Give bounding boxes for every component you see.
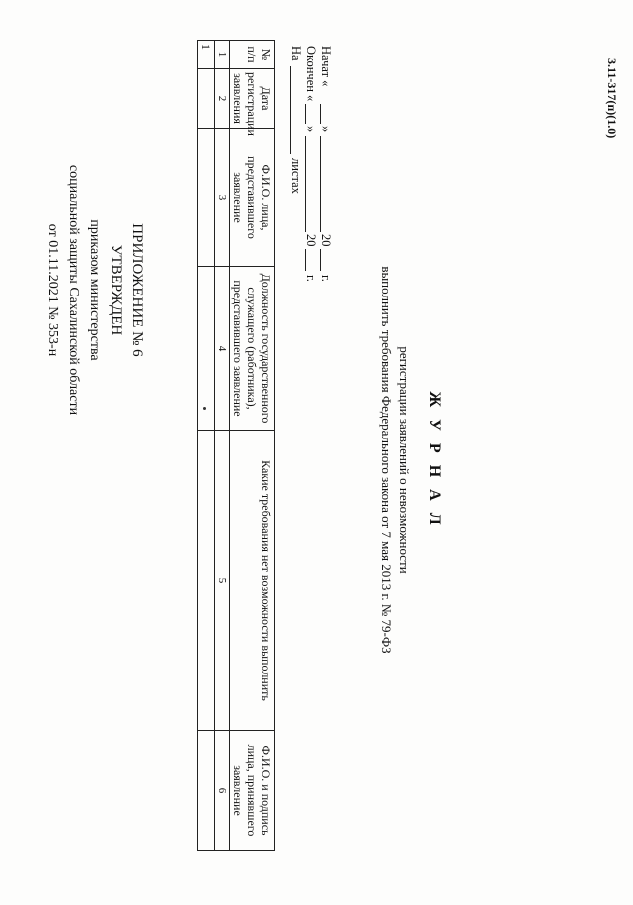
col-number-index: 1 [215,41,230,69]
ended-year: 20 [304,234,318,247]
sheets-line [290,66,303,154]
ended-quote: » [304,126,318,133]
col-requirements-header: Какие требования нет возможности выполнить [230,431,275,731]
journal-subtitle-1: регистрации заявлений о невозможности [397,346,412,574]
ended-day-line [305,104,318,124]
col-receiver-header: Ф.И.О. и подпись лица, принявшего заявление [230,731,275,851]
table-number-row [215,41,230,851]
journal-heading: Ж У Р Н А Л [426,391,443,529]
started-day-line [320,104,333,124]
sheets-row [288,46,303,296]
col-applicant-header: Ф.И.О. лица, представившего заявление [230,129,275,267]
appendix-label: ПРИЛОЖЕНИЕ № 6 [129,223,145,357]
row-1-receiver [198,731,215,851]
sheets-suffix: листах [289,158,303,194]
ended-row [303,46,318,296]
started-label: Начат « [319,46,333,87]
col-number-header: № п/п [230,41,275,69]
col-position-index: 4 [215,267,230,431]
started-year: 20 [319,234,333,247]
table-row [198,41,215,851]
started-quote: » [319,126,333,133]
table-header-row [230,41,275,851]
col-position-header: Должность государственного служащего (работника), представившего заявление [230,267,275,431]
started-row [318,46,333,296]
row-1-date [198,69,215,129]
col-date-index: 2 [215,69,230,129]
journal-title-block [377,240,443,680]
started-month-line [320,136,333,232]
ended-month-line [305,136,318,232]
col-receiver-index: 6 [215,731,230,851]
ended-suffix: г. [304,275,318,282]
approval-line-2: социальной защиты Сахалинской области [66,164,81,416]
col-requirements-index: 5 [215,431,230,731]
sheets-label: На [289,46,303,61]
row-1-position [198,267,215,431]
approved-label: УТВЕРЖДЕН [108,244,124,336]
col-date-header: Дата регистрации заявления [230,69,275,129]
ended-year-line [305,249,318,271]
row-1-applicant [198,129,215,267]
row-1-number: 1 [198,41,215,69]
started-year-line [320,249,333,271]
approval-line-3: от 01.11.2021 № 353-н [45,223,60,357]
started-suffix: г. [319,275,333,282]
form-code: 3.11-317(п)(1.0) [605,58,619,139]
ended-label: Окончен « [304,46,318,102]
col-applicant-index: 3 [215,129,230,267]
journal-subtitle-2: выполнить требования Федерального закона от 7 мая 2013 г. № 79-ФЗ [379,266,394,654]
dates-block [288,46,333,296]
approval-block [42,140,147,440]
approval-line-1: приказом министерства [87,219,102,361]
journal-table [197,40,275,851]
row-1-requirements [198,431,215,731]
